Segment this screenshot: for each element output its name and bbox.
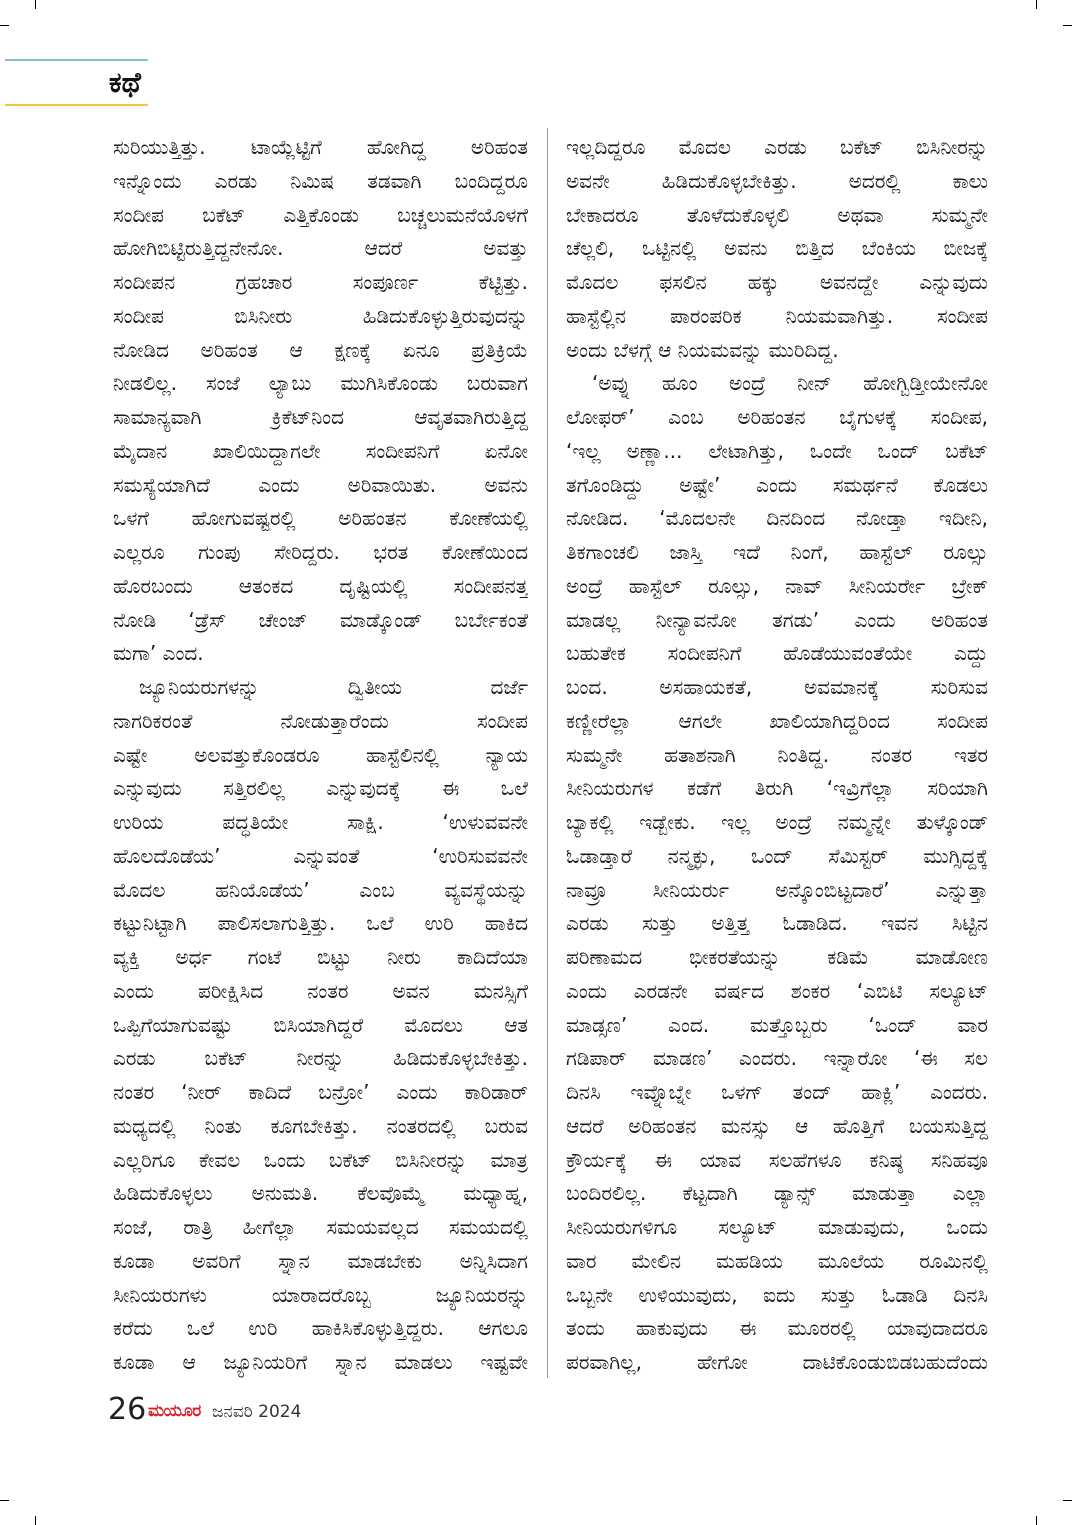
text-line: ಎನ್ನುವುದು ಸತ್ತಿರಲಿಲ್ಲ ಎನ್ನುವುದಕ್ಕೆ ಈ ಒಲೆ xyxy=(113,776,528,801)
text-line: ಬೇಕಾದರೂ ತೊಳೆದುಕೊಳ್ಳಲಿ ಅಥವಾ ಸುಮ್ಮನೇ xyxy=(566,202,988,227)
text-line: ಅವನೇ ಹಿಡಿದುಕೊಳ್ಳಬೇಕಿತ್ತು. ಅದರಲ್ಲಿ ಕಾಲು xyxy=(566,168,988,193)
paragraph xyxy=(113,131,528,671)
text-line: ಒಪ್ಪಿಗೆಯಾಗುವಷ್ಟು ಬಿಸಿಯಾಗಿದ್ದರೆ ಮೊದಲು ಆತ xyxy=(113,1012,528,1037)
text-line: ಜ್ಯೂನಿಯರುಗಳನ್ನು ದ್ವಿತೀಯ ದರ್ಜೆ xyxy=(139,675,528,699)
paragraph xyxy=(566,367,988,1380)
text-line: ಸಮಸ್ಯೆಯಾಗಿದೆ ಎಂದು ಅರಿವಾಯಿತು. ಅವನು xyxy=(113,472,528,497)
text-line: ಸಂದೀಪ ಬಕೆಟ್ ಎತ್ತಿಕೊಂಡು ಬಚ್ಚಲುಮನೆಯೊಳಗೆ xyxy=(113,202,528,227)
text-line: ಕೂಡಾ ಅವರಿಗೆ ಸ್ನಾನ ಮಾಡಬೇಕು ಅನ್ನಿಸಿದಾಗ xyxy=(113,1248,528,1273)
crop-mark xyxy=(1036,0,1037,9)
paragraph xyxy=(566,131,988,367)
text-line: ಹಿಡಿದುಕೊಳ್ಳಲು ಅನುಮತಿ. ಕೆಲವೊಮ್ಮೆ ಮಧ್ಯಾಹ್ನ, xyxy=(113,1181,528,1206)
text-line: ಎಂದು ಎರಡನೇ ವರ್ಷದ ಶಂಕರ ‘ಎಬಿಟಿ ಸಲ್ಯೂಟ್ xyxy=(566,978,988,1003)
text-line: ಓಡಾಡ್ತಾರೆ ನನ್ಮಕ್ಳು, ಒಂದ್ ಸೆಮಿಸ್ಟರ್ ಮುಗ್ಸಿದ್ದಕ್ಕೆ xyxy=(566,843,988,868)
magazine-logo: ಮಯೂರ xyxy=(148,1401,201,1421)
crop-mark xyxy=(1063,1500,1072,1501)
text-line: ಬಂದ. ಅಸಹಾಯಕತೆ, ಅವಮಾನಕ್ಕೆ ಸುರಿಸುವ xyxy=(566,675,988,699)
crop-mark xyxy=(1063,25,1072,26)
text-line: ವ್ಯಕ್ತಿ ಅರ್ಧ ಗಂಟೆ ಬಿಟ್ಟು ನೀರು ಕಾದಿದೆಯಾ xyxy=(113,945,528,969)
text-line: ಮೈದಾನ ಖಾಲಿಯಿದ್ದಾಗಲೇ ಸಂದೀಪನಿಗೆ ಏನೋ xyxy=(113,438,528,463)
text-line: ಸೀನಿಯರುಗಳು ಯಾರಾದರೊಬ್ಬ ಜ್ಯೂನಿಯರನ್ನು xyxy=(113,1282,528,1307)
text-line: ತಂದು ಹಾಕುವುದು ಈ ಮೂರರಲ್ಲಿ ಯಾವುದಾದರೂ xyxy=(566,1316,988,1341)
text-line: ಅಂದ್ರೆ ಹಾಸ್ಟೆಲ್ ರೂಲ್ಸು, ನಾವ್ ಸೀನಿಯರ್ರೇ ಬ್ರೇಕ್ xyxy=(566,573,988,598)
text-line: ಇನ್ನೊಂದು ಎರಡು ನಿಮಿಷ ತಡವಾಗಿ ಬಂದಿದ್ದರೂ xyxy=(113,168,528,193)
text-line: ಎಲ್ಲರಿಗೂ ಕೇವಲ ಒಂದು ಬಕೆಟ್ ಬಿಸಿನೀರನ್ನು ಮಾತ್ರ xyxy=(113,1147,528,1172)
text-line: ಕಣ್ಣೀರೆಲ್ಲಾ ಆಗಲೇ ಖಾಲಿಯಾಗಿದ್ದರಿಂದ ಸಂದೀಪ xyxy=(566,708,988,733)
text-line: ಮಧ್ಯದಲ್ಲಿ ನಿಂತು ಕೂಗಬೇಕಿತ್ತು. ನಂತರದಲ್ಲಿ ಬರುವ xyxy=(113,1113,528,1138)
header-rule-teal xyxy=(5,59,148,61)
page-number: 26 xyxy=(108,1392,147,1427)
text-line: ಮಾಡಲ್ಲ ನೀನ್ಯಾವನೋ ತಗಡು’ ಎಂದು ಅರಿಹಂತ xyxy=(566,607,988,632)
column-divider xyxy=(547,128,548,1378)
text-line: ತಗೊಂಡಿದ್ದು ಅಷ್ಟೇ’ ಎಂದು ಸಮರ್ಥನೆ ಕೊಡಲು xyxy=(566,472,988,497)
text-line: ಮೊದಲ ಫಸಲಿನ ಹಕ್ಕು ಅವನದ್ದೇ ಎನ್ನುವುದು xyxy=(566,270,988,294)
text-line: ಆದರೆ ಅರಿಹಂತನ ಮನಸ್ಸು ಆ ಹೊತ್ತಿಗೆ ಬಯಸುತ್ತಿದ್ದ xyxy=(566,1113,988,1138)
text-line: ಎಂದು ಪರೀಕ್ಷಿಸಿದ ನಂತರ ಅವನ ಮನಸ್ಸಿಗೆ xyxy=(113,978,528,1003)
text-line: ನೋಡಿದ. ‘ಮೊದಲನೇ ದಿನದಿಂದ ನೋಡ್ತಾ ಇದೀನಿ, xyxy=(566,506,988,531)
text-line: ಬ್ಯಾಕಲ್ಲಿ ಇಡ್ಬೇಕು. ಇಲ್ಲ ಅಂದ್ರೆ ನಮ್ಮನ್ನೇ ತುಳ್ಕೊಂಡ್ xyxy=(566,810,988,834)
text-line: ನೋಡಿ ‘ಡ್ರೆಸ್ ಚೇಂಜ್ ಮಾಡ್ಕೊಂಡ್ ಬರ್ಬೇಕಂತೆ xyxy=(113,607,528,632)
text-line: ನೋಡಿದ ಅರಿಹಂತ ಆ ಕ್ಷಣಕ್ಕೆ ಏನೂ ಪ್ರತಿಕ್ರಿಯೆ xyxy=(113,337,528,362)
header-rule-yellow xyxy=(5,104,148,106)
text-line: ಸೀನಿಯರುಗಳಿಗೂ ಸಲ್ಯೂಟ್ ಮಾಡುವುದು, ಒಂದು xyxy=(566,1215,988,1239)
text-line: ತಿಕಗಾಂಚಲಿ ಜಾಸ್ತಿ ಇದೆ ನಿಂಗೆ, ಹಾಸ್ಟೆಲ್ ರೂಲ್ಸು xyxy=(566,540,988,564)
text-line: ಉರಿಯ ಪದ್ಧತಿಯೇ ಸಾಕ್ಷಿ. ‘ಉಳುವವನೇ xyxy=(113,810,528,834)
text-line: ಅಂದು ಬೆಳಗ್ಗೆ ಆ ನಿಯಮವನ್ನು ಮುರಿದಿದ್ದ. xyxy=(566,337,839,362)
text-line: ಸುಮ್ಮನೇ ಹತಾಶನಾಗಿ ನಿಂತಿದ್ದ. ನಂತರ ಇತರ xyxy=(566,742,988,767)
crop-mark xyxy=(1036,1516,1037,1525)
crop-mark xyxy=(35,1516,36,1525)
paragraph xyxy=(113,671,528,1380)
issue-date: ಜನವರಿ 2024 xyxy=(212,1402,302,1422)
text-line: ಎಲ್ಲರೂ ಗುಂಪು ಸೇರಿದ್ದರು. ಭರತ ಕೋಣೆಯಿಂದ xyxy=(113,540,528,564)
text-line: ಪರವಾಗಿಲ್ಲ, ಹೇಗೋ ದಾಟಿಕೊಂಡುಬಿಡಬಹುದೆಂದು xyxy=(566,1350,988,1374)
text-line: ‘ಇಲ್ಲ ಅಣ್ಣಾ... ಲೇಟಾಗಿತ್ತು, ಒಂದೇ ಒಂದ್ ಬಕೆಟ್ xyxy=(566,438,988,463)
text-line: ಸಂಜೆ, ರಾತ್ರಿ ಹೀಗೆಲ್ಲಾ ಸಮಯವಲ್ಲದ ಸಮಯದಲ್ಲಿ xyxy=(113,1215,528,1239)
text-line: ಪರಿಣಾಮದ ಭೀಕರತೆಯನ್ನು ಕಡಿಮೆ ಮಾಡೋಣ xyxy=(566,945,988,969)
text-line: ‘ಅವ್ನು ಹೂಂ ಅಂದ್ರೆ ನೀನ್ ಹೋಗ್ಬಿಡ್ತೀಯೇನೋ xyxy=(592,371,988,396)
text-line: ಮಗಾ’ ಎಂದ. xyxy=(113,641,204,666)
right-column xyxy=(566,131,988,1380)
text-line: ಕಟ್ಟುನಿಟ್ಟಾಗಿ ಪಾಲಿಸಲಾಗುತ್ತಿತ್ತು. ಒಲೆ ಉರಿ ಹಾಕಿದ xyxy=(113,911,528,936)
text-line: ನೀಡಲಿಲ್ಲ. ಸಂಜೆ ಲ್ಯಾಬು ಮುಗಿಸಿಕೊಂಡು ಬರುವಾಗ xyxy=(113,371,528,396)
text-line: ಗಡಿಪಾರ್ ಮಾಡಣ’ ಎಂದರು. ಇನ್ನಾರೋ ‘ಈ ಸಲ xyxy=(566,1046,988,1071)
text-line: ಮಾಡ್ಸಣ’ ಎಂದ. ಮತ್ತೊಬ್ಬರು ‘ಒಂದ್ ವಾರ xyxy=(566,1012,988,1037)
text-line: ಸಾಮಾನ್ಯವಾಗಿ ಕ್ರಿಕೆಟ್‌ನಿಂದ ಆವೃತವಾಗಿರುತ್ತಿದ್ದ xyxy=(113,405,528,429)
text-line: ಮೊದಲ ಹನಿಯೊಡೆಯ’ ಎಂಬ ವ್ಯವಸ್ಥೆಯನ್ನು xyxy=(113,877,528,902)
text-line: ನಾಗರಿಕರಂತೆ ನೋಡುತ್ತಾರೆಂದು ಸಂದೀಪ xyxy=(113,708,528,733)
crop-mark xyxy=(35,0,36,9)
text-line: ಬಹುತೇಕ ಸಂದೀಪನಿಗೆ ಹೊಡೆಯುವಂತೆಯೇ ಎದ್ದು xyxy=(566,641,988,666)
text-line: ಹೋಗಿಬಿಟ್ಟಿರುತ್ತಿದ್ದನೇನೋ. ಆದರೆ ಅವತ್ತು xyxy=(113,236,528,261)
text-line: ದಿನಸಿ ಇವ್ನೊಬ್ನೇ ಒಳಗ್ ತಂದ್ ಹಾಕ್ಲಿ’ ಎಂದರು. xyxy=(566,1080,988,1104)
text-line: ನಂತರ ‘ನೀರ್ ಕಾದಿದೆ ಬನ್ರೋ’ ಎಂದು ಕಾರಿಡಾರ್ xyxy=(113,1080,528,1104)
text-line: ಕರೆದು ಒಲೆ ಉರಿ ಹಾಕಿಸಿಕೊಳ್ಳುತ್ತಿದ್ದರು. ಆಗಲೂ xyxy=(113,1316,528,1341)
crop-mark xyxy=(0,1500,9,1501)
text-line: ಇಲ್ಲದಿದ್ದರೂ ಮೊದಲ ಎರಡು ಬಕೆಟ್ ಬಿಸಿನೀರನ್ನು xyxy=(566,135,988,159)
text-line: ಲೋಫರ್’ ಎಂಬ ಅರಿಹಂತನ ಬೈಗುಳಕ್ಕೆ ಸಂದೀಪ, xyxy=(566,405,988,429)
text-line: ಹಾಸ್ಟೆಲ್ಲಿನ ಪಾರಂಪರಿಕ ನಿಯಮವಾಗಿತ್ತು. ಸಂದೀಪ xyxy=(566,303,988,328)
section-label: ಕಥೆ xyxy=(109,66,141,99)
left-column xyxy=(113,131,528,1380)
text-line: ಬಂದಿರಲಿಲ್ಲ. ಕೆಟ್ಟದಾಗಿ ಡ್ಯಾನ್ಸ್ ಮಾಡುತ್ತಾ ಎಲ್ಲಾ xyxy=(566,1181,988,1206)
text-line: ಸುರಿಯುತ್ತಿತ್ತು. ಟಾಯ್ಲೆಟ್ಟಿಗೆ ಹೋಗಿದ್ದ ಅರಿಹಂತ xyxy=(113,135,528,159)
text-line: ಚೆಲ್ಲಲಿ, ಒಟ್ಟಿನಲ್ಲಿ ಅವನು ಬಿತ್ತಿದ ಬೆಂಕಿಯ ಬೀಜಕ್ಕೆ xyxy=(566,236,988,261)
text-line: ನಾವ್ರೂ ಸೀನಿಯರ್ರು ಅನ್ಕೊಂಬಿಟ್ಟದಾರೆ’ ಎನ್ನುತ್ತಾ xyxy=(566,877,988,902)
text-line: ಕೂಡಾ ಆ ಜ್ಯೂನಿಯರಿಗೆ ಸ್ನಾನ ಮಾಡಲು ಇಷ್ಟವೇ xyxy=(113,1350,528,1374)
crop-mark xyxy=(0,25,9,26)
text-line: ಹೊಲದೊಡೆಯ’ ಎನ್ನುವಂತೆ ‘ಉರಿಸುವವನೇ xyxy=(113,843,528,868)
text-line: ಎರಡು ಸುತ್ತು ಅತ್ತಿತ್ತ ಓಡಾಡಿದ. ಇವನ ಸಿಟ್ಟಿನ xyxy=(566,911,988,936)
text-line: ಹೊರಬಂದು ಆತಂಕದ ದೃಷ್ಟಿಯಲ್ಲಿ ಸಂದೀಪನತ್ತ xyxy=(113,573,528,598)
text-line: ಒಬ್ಬನೇ ಉಳಿಯುವುದು, ಐದು ಸುತ್ತು ಓಡಾಡಿ ದಿನಸಿ xyxy=(566,1282,988,1307)
text-line: ಎರಡು ಬಕೆಟ್ ನೀರನ್ನು ಹಿಡಿದುಕೊಳ್ಳಬೇಕಿತ್ತು. xyxy=(113,1046,528,1071)
text-line: ಒಳಗೆ ಹೋಗುವಷ್ಟರಲ್ಲಿ ಅರಿಹಂತನ ಕೋಣೆಯಲ್ಲಿ xyxy=(113,506,528,531)
text-line: ಸೀನಿಯರುಗಳ ಕಡೆಗೆ ತಿರುಗಿ ‘ಇವ್ರಿಗೆಲ್ಲಾ ಸರಿಯಾಗಿ xyxy=(566,776,988,801)
text-line: ಕ್ರೌರ್ಯಕ್ಕೆ ಈ ಯಾವ ಸಲಹೆಗಳೂ ಕನಿಷ್ಠ ಸನಿಹವೂ xyxy=(566,1147,988,1172)
text-line: ಎಷ್ಟೇ ಅಲವತ್ತುಕೊಂಡರೂ ಹಾಸ್ಟೆಲಿನಲ್ಲಿ ನ್ಯಾಯ xyxy=(113,742,528,767)
text-line: ಸಂದೀಪನ ಗ್ರಹಚಾರ ಸಂಪೂರ್ಣ ಕೆಟ್ಟಿತ್ತು. xyxy=(113,270,528,294)
text-line: ಸಂದೀಪ ಬಿಸಿನೀರು ಹಿಡಿದುಕೊಳ್ಳುತ್ತಿರುವುದನ್ನು xyxy=(113,303,528,328)
text-line: ವಾರ ಮೇಲಿನ ಮಹಡಿಯ ಮೂಲೆಯ ರೂಮಿನಲ್ಲಿ xyxy=(566,1248,988,1273)
